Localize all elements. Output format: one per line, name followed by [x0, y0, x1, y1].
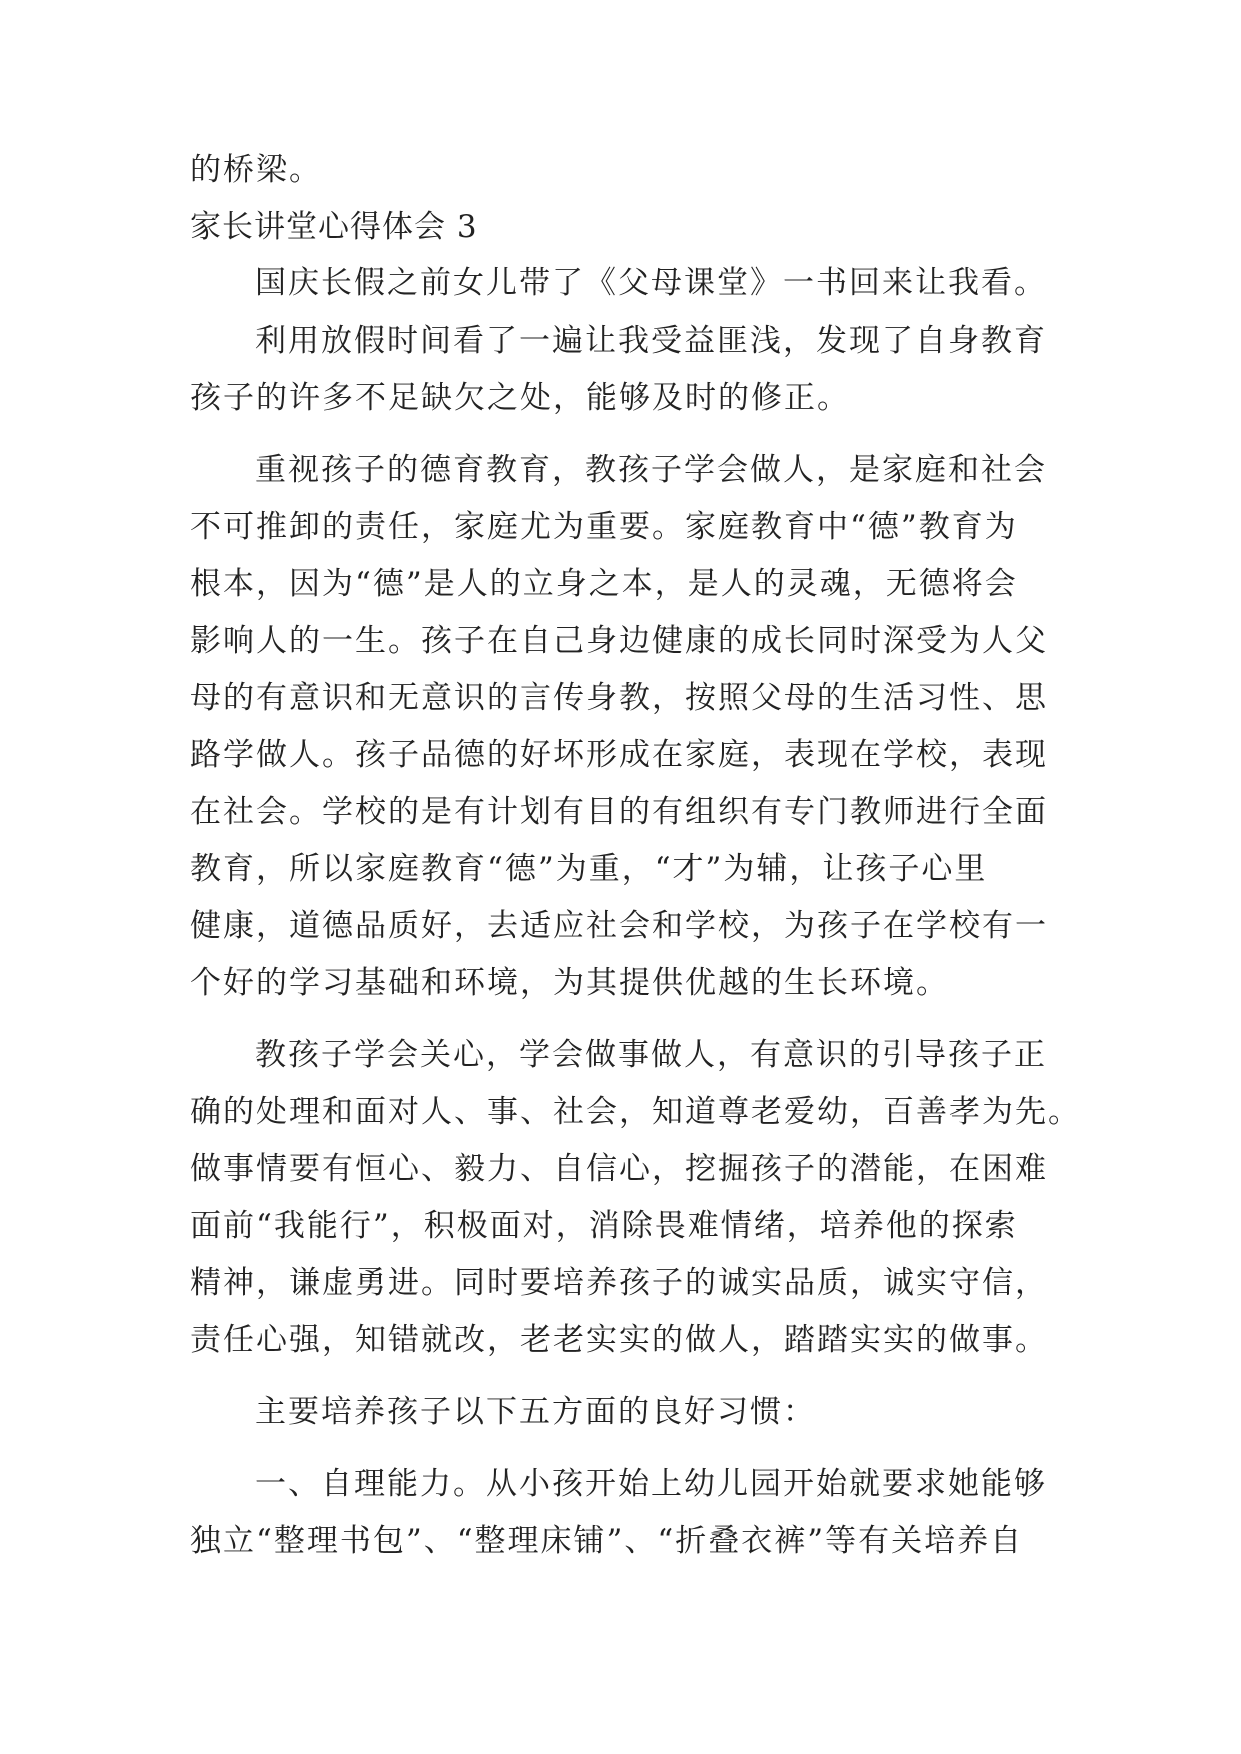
- paragraph-line: 责任心强，知错就改，老老实实的做人，踏踏实实的做事。: [190, 1322, 1048, 1358]
- paragraph-line: 孩子的许多不足缺欠之处，能够及时的修正。: [190, 380, 850, 416]
- paragraph-line: 重视孩子的德育教育，教孩子学会做人，是家庭和社会: [255, 452, 1047, 488]
- text-line: 的桥梁。: [190, 152, 322, 188]
- paragraph-line: 一、自理能力。从小孩开始上幼儿园开始就要求她能够: [255, 1466, 1047, 1502]
- paragraph-line: 路学做人。孩子品德的好坏形成在家庭，表现在学校，表现: [190, 737, 1048, 773]
- paragraph-line: 利用放假时间看了一遍让我受益匪浅，发现了自身教育: [255, 323, 1047, 359]
- paragraph-line: 个好的学习基础和环境，为其提供优越的生长环境。: [190, 965, 949, 1001]
- paragraph-line: 健康，道德品质好，去适应社会和学校，为孩子在学校有一: [190, 908, 1048, 944]
- paragraph-line: 独立“整理书包”、“整理床铺”、“折叠衣裤”等有关培养自: [190, 1523, 1024, 1559]
- paragraph-line: 做事情要有恒心、毅力、自信心，挖掘孩子的潜能，在困难: [190, 1151, 1048, 1187]
- paragraph-line: 在社会。学校的是有计划有目的有组织有专门教师进行全面: [190, 794, 1048, 830]
- paragraph-line: 根本，因为“德”是人的立身之本，是人的灵魂，无德将会: [190, 566, 1018, 602]
- section-heading: 家长讲堂心得体会 3: [190, 209, 478, 245]
- paragraph-line: 面前“我能行”，积极面对，消除畏难情绪，培养他的探索: [190, 1208, 1018, 1244]
- paragraph-line: 母的有意识和无意识的言传身教，按照父母的生活习性、思: [190, 680, 1048, 716]
- paragraph-line: 教孩子学会关心，学会做事做人，有意识的引导孩子正: [255, 1037, 1047, 1073]
- paragraph-line: 主要培养孩子以下五方面的良好习惯：: [255, 1394, 816, 1430]
- paragraph-line: 精神，谦虚勇进。同时要培养孩子的诚实品质，诚实守信，: [190, 1265, 1048, 1301]
- paragraph-line: 国庆长假之前女儿带了《父母课堂》一书回来让我看。: [255, 265, 1047, 301]
- paragraph-line: 教育，所以家庭教育“德”为重，“才”为辅，让孩子心里: [190, 851, 988, 887]
- paragraph-line: 影响人的一生。孩子在自己身边健康的成长同时深受为人父: [190, 623, 1048, 659]
- paragraph-line: 确的处理和面对人、事、社会，知道尊老爱幼，百善孝为先。: [190, 1094, 1081, 1130]
- paragraph-line: 不可推卸的责任，家庭尤为重要。家庭教育中“德”教育为: [190, 509, 1018, 545]
